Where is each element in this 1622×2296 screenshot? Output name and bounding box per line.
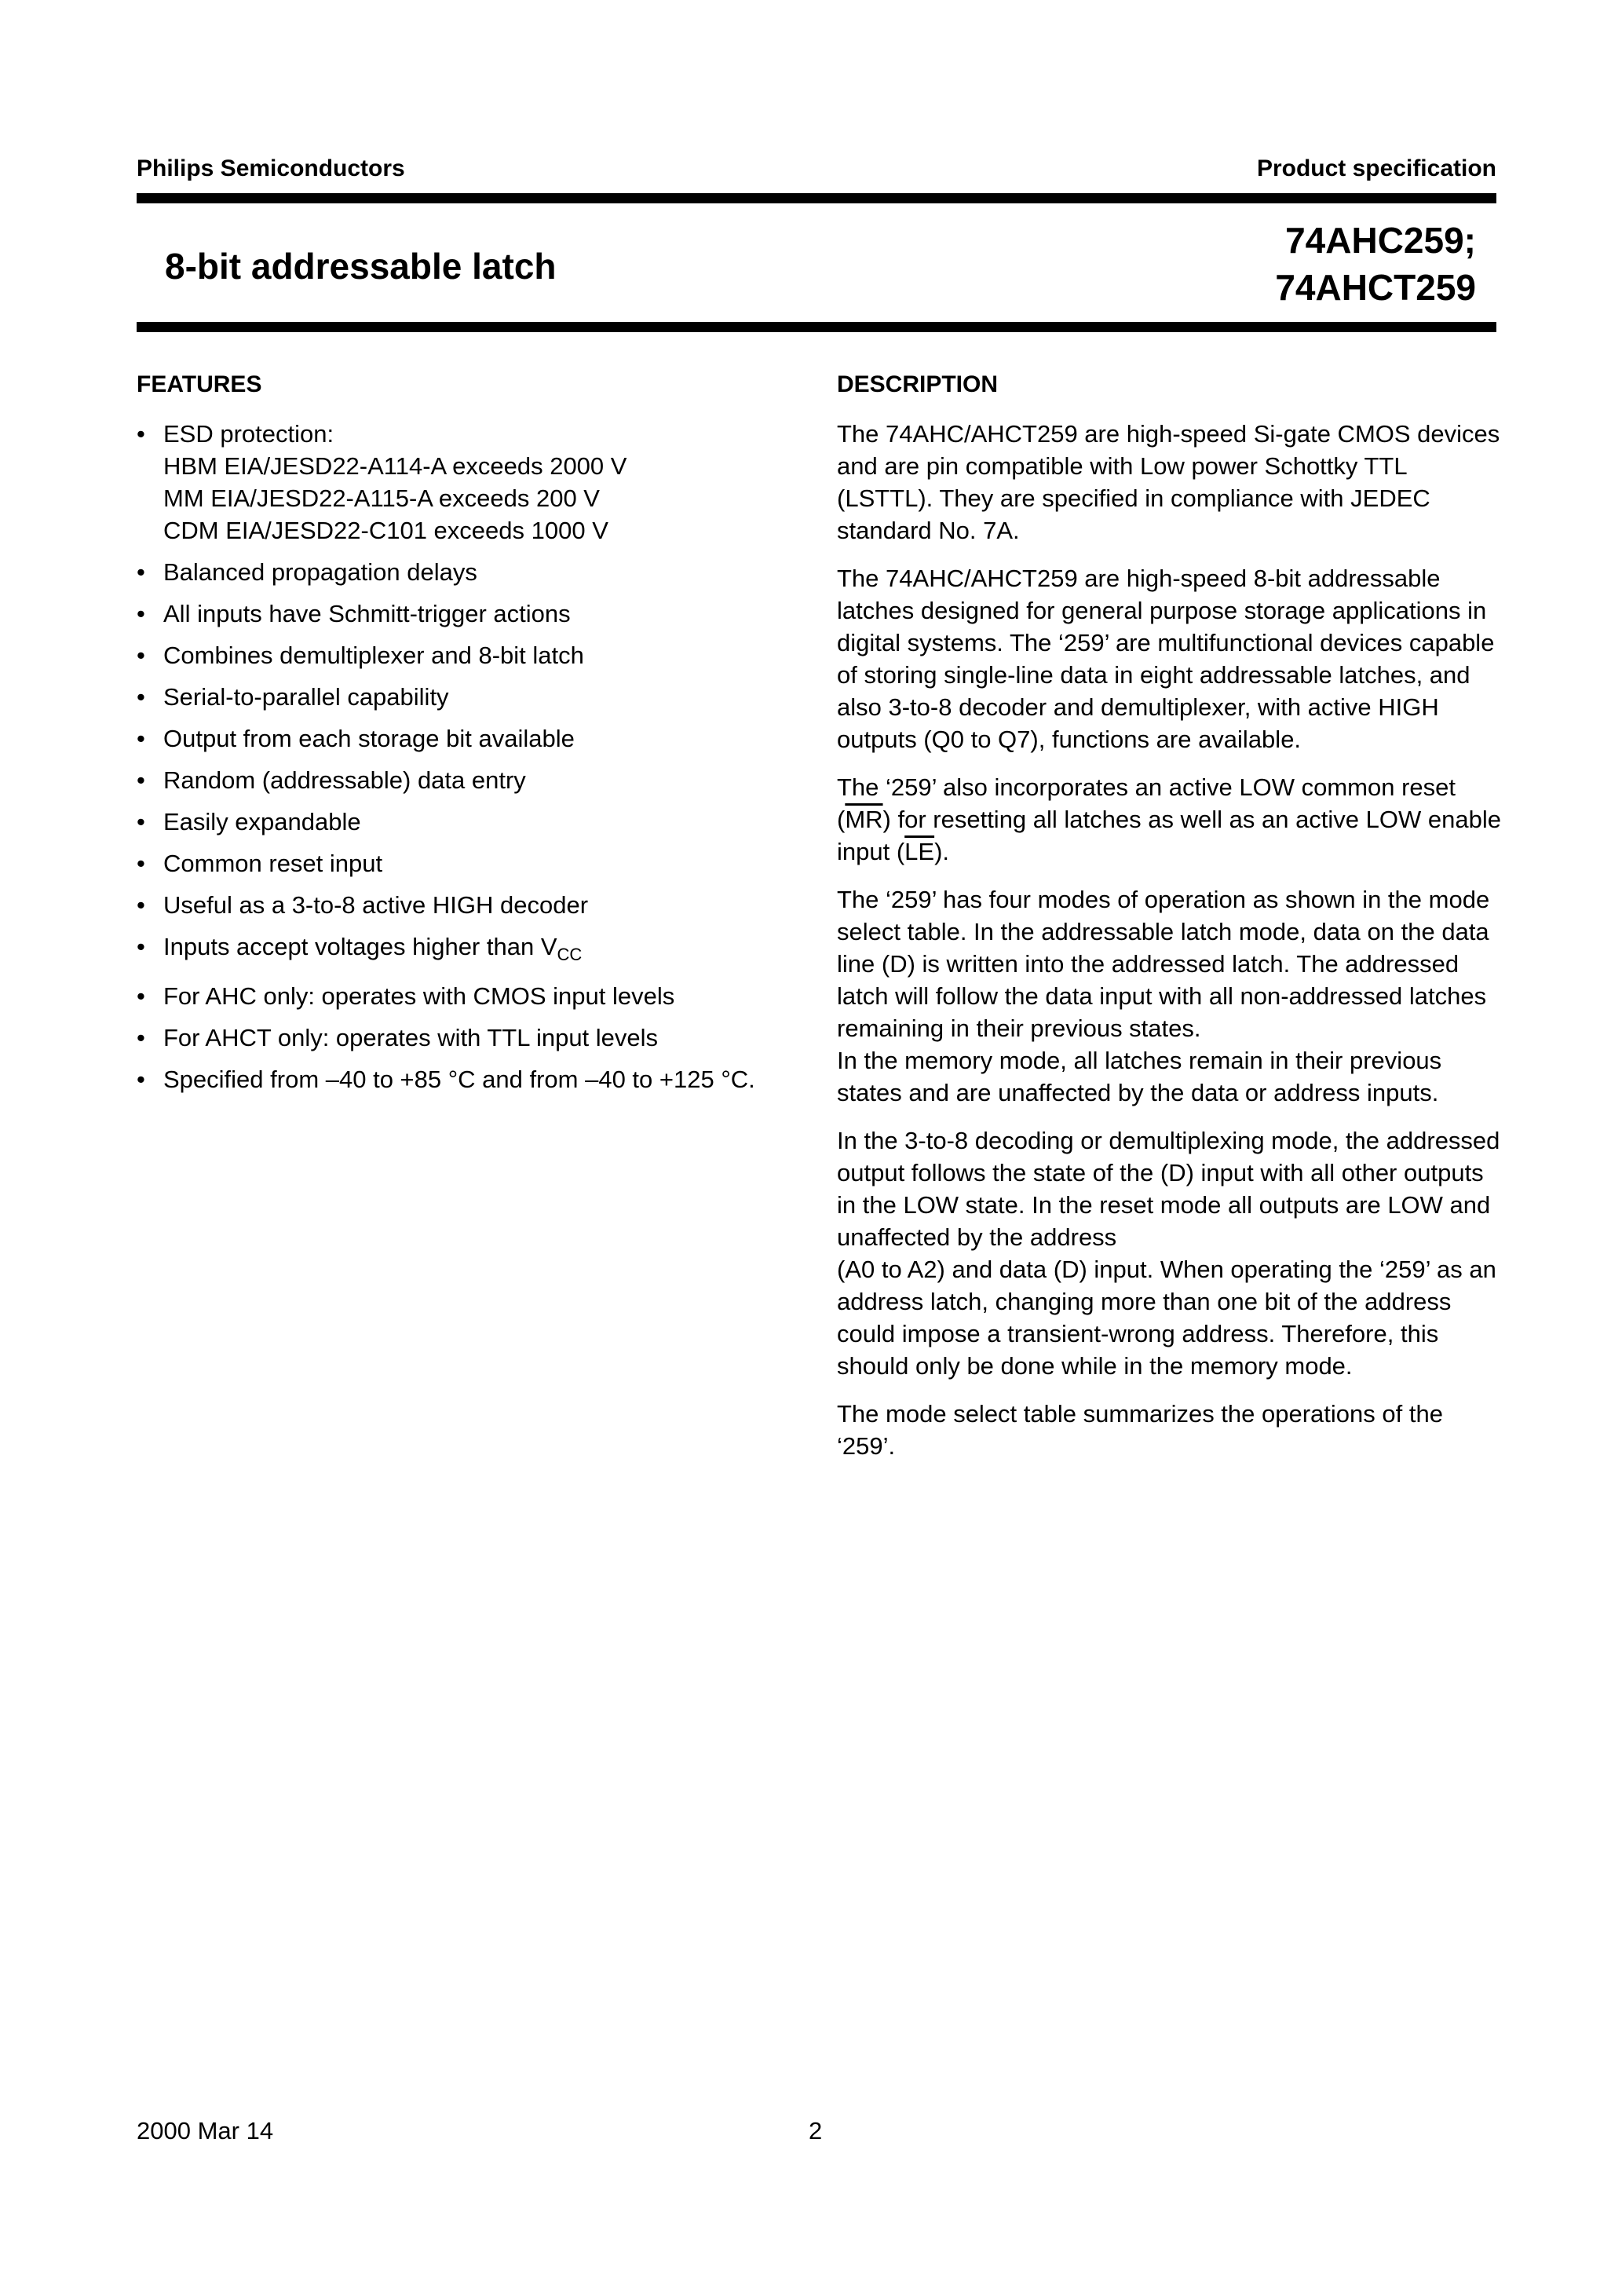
part-number-2: 74AHCT259	[1275, 267, 1476, 308]
list-item: • All inputs have Schmitt-trigger actions	[137, 598, 812, 630]
list-item: • For AHC only: operates with CMOS input levels	[137, 980, 812, 1012]
description-paragraph-3	[837, 771, 1504, 868]
list-item: • For AHCT only: operates with TTL input levels	[137, 1022, 812, 1054]
document-title: 8-bit addressable latch	[165, 246, 557, 287]
header-rule-top	[137, 193, 1496, 203]
description-paragraph-5	[837, 1124, 1504, 1382]
list-item	[137, 418, 812, 547]
description-paragraph-2: The 74AHC/AHCT259 are high-speed 8-bit addressable latches designed for general purpose storage applications in digital systems. The ‘259’ are multifunctional devices capable of storing single-line data in eight addressable latches, and also 3-to-8 decoder and demultiplexer, with active HIGH outputs (Q0 to Q7), functions are available.	[837, 565, 1495, 753]
p4-part-b: In the memory mode, all latches remain in their previous states and are unaffected by the data or address inputs.	[837, 1047, 1442, 1106]
list-item: • Random (addressable) data entry	[137, 764, 812, 796]
features-heading: FEATURES	[137, 371, 262, 397]
company-name: Philips Semiconductors	[137, 155, 405, 181]
description-paragraph-1: The 74AHC/AHCT259 are high-speed Si-gate CMOS devices and are pin compatible with Low power Schottky TTL (LSTTL). They are specified in compliance with JEDEC standard No. 7A.	[837, 420, 1500, 544]
description-heading: DESCRIPTION	[837, 371, 999, 397]
features-list	[137, 418, 812, 1095]
description-paragraph-4	[837, 883, 1504, 1109]
mr-signal: $\overline{MR}$	[845, 806, 883, 833]
part-numbers	[1275, 217, 1476, 311]
esd-line-hbm: HBM EIA/JESD22-A114-A exceeds 2000 V	[163, 452, 627, 480]
vcc-subscript: CC	[557, 945, 583, 964]
p5-part-a: In the 3-to-8 decoding or demultiplexing mode, the addressed output follows the state of the (D) input with all other outputs in the LOW state. In the reset mode all outputs are LOW and unaffected by the address	[837, 1127, 1500, 1251]
page-number: 2	[809, 2117, 823, 2144]
part-number-1: 74AHC259;	[1285, 220, 1476, 261]
list-item: • Specified from –40 to +85 °C and from –40 to +125 °C.	[137, 1063, 812, 1095]
p3-part2: ) for resetting all latches as well as an active LOW enable input (	[837, 806, 1501, 865]
p4-part-a: The ‘259’ has four modes of operation as shown in the mode select table. In the addressable latch mode, data on the data line (D) is written into the addressed latch. The addressed latch will follow the data input with all non-addressed latches remaining in their previous states.	[837, 886, 1490, 1042]
description-section	[837, 369, 1504, 1478]
le-signal: $\overline{LE}$	[904, 838, 935, 865]
esd-label: • ESD protection:	[163, 420, 334, 448]
list-item: • Common reset input	[137, 847, 812, 879]
list-item: • Useful as a 3-to-8 active HIGH decoder	[137, 889, 812, 921]
description-paragraph-6: The mode select table summarizes the operations of the ‘259’.	[837, 1400, 1443, 1460]
list-item: • Combines demultiplexer and 8-bit latch	[137, 639, 812, 671]
list-item: • Output from each storage bit available	[137, 722, 812, 755]
list-item: • Serial-to-parallel capability	[137, 681, 812, 713]
p5-part-b: (A0 to A2) and data (D) input. When operating the ‘259’ as an address latch, changing more than one bit of the address could impose a transient-wrong address. Therefore, this should only be done while in the memory mode.	[837, 1256, 1496, 1380]
vcc-item-text: Inputs accept voltages higher than V	[163, 933, 557, 960]
list-item: • Easily expandable	[137, 806, 812, 838]
esd-line-mm: MM EIA/JESD22-A115-A exceeds 200 V	[163, 484, 600, 512]
features-section	[137, 369, 812, 1105]
list-item	[137, 930, 812, 971]
p3-part3: ).	[934, 838, 950, 865]
esd-line-cdm: CDM EIA/JESD22-C101 exceeds 1000 V	[163, 517, 608, 544]
footer-date: 2000 Mar 14	[137, 2117, 274, 2144]
header-rule-bottom	[137, 322, 1496, 332]
p3-part1: The ‘259’ also incorporates an active LOW common reset (	[837, 773, 1456, 833]
spec-type: Product specification	[1256, 155, 1496, 181]
list-item: • Balanced propagation delays	[137, 556, 812, 588]
